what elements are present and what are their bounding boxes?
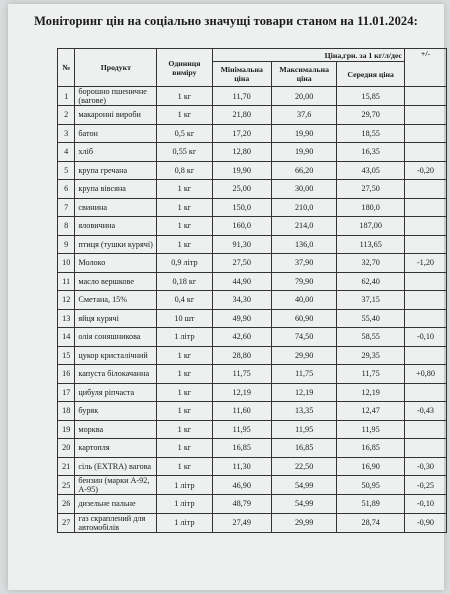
header-unit: Одиниця виміру [157, 49, 212, 87]
product-name: цибуля ріпчаста [75, 383, 157, 402]
unit-cell: 1 кг [157, 198, 212, 217]
min-price: 28,80 [212, 346, 271, 365]
max-price: 37,6 [271, 106, 337, 125]
avg-price: 32,70 [337, 254, 405, 273]
header-min: Мінімальна ціна [212, 62, 271, 87]
avg-price: 43,05 [337, 161, 405, 180]
price-change: +0,80 [404, 365, 446, 384]
avg-price: 50,95 [337, 476, 405, 495]
max-price: 136,0 [271, 235, 337, 254]
avg-price: 15,85 [337, 87, 405, 106]
row-number: 21 [58, 457, 75, 476]
unit-cell: 1 кг [157, 402, 212, 421]
unit-cell: 0,8 кг [157, 161, 212, 180]
price-change: -0,10 [404, 495, 446, 514]
table-row [58, 143, 447, 162]
row-number: 10 [58, 254, 75, 273]
price-change [404, 124, 446, 143]
product-name: Сметана, 15% [75, 291, 157, 310]
table-row [58, 161, 447, 180]
table-row [58, 346, 447, 365]
max-price: 16,85 [271, 439, 337, 458]
min-price: 49,90 [212, 309, 271, 328]
price-change: -1,20 [404, 254, 446, 273]
unit-cell: 1 літр [157, 495, 212, 514]
price-change [404, 383, 446, 402]
product-name: картопля [75, 439, 157, 458]
price-change [404, 143, 446, 162]
max-price: 54,99 [271, 495, 337, 514]
avg-price: 180,0 [337, 198, 405, 217]
product-name: Молоко [75, 254, 157, 273]
header-num: № [58, 49, 75, 87]
product-name: капуста білокачанна [75, 365, 157, 384]
avg-price: 29,70 [337, 106, 405, 125]
table-row [58, 402, 447, 421]
table-row [58, 439, 447, 458]
table-row [58, 180, 447, 199]
table-row [58, 476, 447, 495]
product-name: масло вершкове [75, 272, 157, 291]
min-price: 12,80 [212, 143, 271, 162]
unit-cell: 1 літр [157, 513, 212, 532]
unit-cell: 0,18 кг [157, 272, 212, 291]
max-price: 37,90 [271, 254, 337, 273]
unit-cell: 1 кг [157, 420, 212, 439]
max-price: 29,99 [271, 513, 337, 532]
min-price: 34,30 [212, 291, 271, 310]
avg-price: 16,85 [337, 439, 405, 458]
avg-price: 11,75 [337, 365, 405, 384]
table-row [58, 254, 447, 273]
row-number: 6 [58, 180, 75, 199]
avg-price: 12,19 [337, 383, 405, 402]
row-number: 3 [58, 124, 75, 143]
table-row [58, 124, 447, 143]
price-change [404, 198, 446, 217]
table-row [58, 513, 447, 532]
min-price: 11,60 [212, 402, 271, 421]
product-name: сіль (EXTRA) вагова [75, 457, 157, 476]
price-change [404, 87, 446, 106]
max-price: 79,90 [271, 272, 337, 291]
price-change [404, 309, 446, 328]
max-price: 54,99 [271, 476, 337, 495]
avg-price: 55,40 [337, 309, 405, 328]
product-name: крупа гречана [75, 161, 157, 180]
document-page [8, 4, 444, 590]
row-number: 15 [58, 346, 75, 365]
unit-cell: 1 кг [157, 180, 212, 199]
avg-price: 28,74 [337, 513, 405, 532]
unit-cell: 1 кг [157, 235, 212, 254]
row-number: 20 [58, 439, 75, 458]
table-row [58, 328, 447, 347]
page-title: Моніторинг цін на соціально значущі товари станом на 11.01.2024: [34, 14, 418, 28]
min-price: 11,70 [212, 87, 271, 106]
price-change [404, 106, 446, 125]
min-price: 17,20 [212, 124, 271, 143]
header-max: Максимальна ціна [271, 62, 337, 87]
product-name: хліб [75, 143, 157, 162]
row-number: 8 [58, 217, 75, 236]
min-price: 11,95 [212, 420, 271, 439]
table-row [58, 272, 447, 291]
price-change [404, 291, 446, 310]
product-name: яловичина [75, 217, 157, 236]
product-name: яйця курячі [75, 309, 157, 328]
product-name: цукор кристалічний [75, 346, 157, 365]
avg-price: 51,89 [337, 495, 405, 514]
table-row [58, 217, 447, 236]
header-change: +/- [404, 49, 446, 87]
min-price: 11,75 [212, 365, 271, 384]
product-name: бензин (марки А-92, А-95) [75, 476, 157, 495]
row-number: 26 [58, 495, 75, 514]
product-name: буряк [75, 402, 157, 421]
table-row [58, 383, 447, 402]
max-price: 20,00 [271, 87, 337, 106]
max-price: 74,50 [271, 328, 337, 347]
min-price: 25,00 [212, 180, 271, 199]
table-row [58, 495, 447, 514]
max-price: 60,90 [271, 309, 337, 328]
max-price: 19,90 [271, 124, 337, 143]
unit-cell: 1 літр [157, 476, 212, 495]
product-name: макаронні вироби [75, 106, 157, 125]
min-price: 19,90 [212, 161, 271, 180]
avg-price: 37,15 [337, 291, 405, 310]
table-row [58, 235, 447, 254]
price-change: -0,10 [404, 328, 446, 347]
max-price: 66,20 [271, 161, 337, 180]
max-price: 40,00 [271, 291, 337, 310]
unit-cell: 1 кг [157, 365, 212, 384]
unit-cell: 0,55 кг [157, 143, 212, 162]
price-change [404, 180, 446, 199]
min-price: 48,79 [212, 495, 271, 514]
price-change: -0,20 [404, 161, 446, 180]
product-name: борошно пшеничне (вагове) [75, 87, 157, 106]
row-number: 16 [58, 365, 75, 384]
unit-cell: 1 кг [157, 217, 212, 236]
header-price-group: Ціна,грн. за 1 кг/л/дес [212, 49, 404, 62]
unit-cell: 1 кг [157, 439, 212, 458]
table-row [58, 291, 447, 310]
avg-price: 18,55 [337, 124, 405, 143]
table-row [58, 106, 447, 125]
product-name: морква [75, 420, 157, 439]
price-change [404, 272, 446, 291]
table-row [58, 420, 447, 439]
avg-price: 11,95 [337, 420, 405, 439]
product-name: батон [75, 124, 157, 143]
product-name: дизельне пальне [75, 495, 157, 514]
unit-cell: 0,4 кг [157, 291, 212, 310]
table-row [58, 457, 447, 476]
unit-cell: 1 літр [157, 328, 212, 347]
row-number: 27 [58, 513, 75, 532]
unit-cell: 1 кг [157, 106, 212, 125]
table-row [58, 198, 447, 217]
product-name: крупа вівсяна [75, 180, 157, 199]
max-price: 11,95 [271, 420, 337, 439]
unit-cell: 1 кг [157, 457, 212, 476]
row-number: 11 [58, 272, 75, 291]
max-price: 19,90 [271, 143, 337, 162]
table-row [58, 365, 447, 384]
row-number: 2 [58, 106, 75, 125]
row-number: 9 [58, 235, 75, 254]
unit-cell: 1 кг [157, 346, 212, 365]
min-price: 44,90 [212, 272, 271, 291]
avg-price: 187,00 [337, 217, 405, 236]
max-price: 11,75 [271, 365, 337, 384]
max-price: 12,19 [271, 383, 337, 402]
header-avg: Середня ціна [337, 62, 405, 87]
avg-price: 113,65 [337, 235, 405, 254]
row-number: 7 [58, 198, 75, 217]
row-number: 18 [58, 402, 75, 421]
min-price: 150,0 [212, 198, 271, 217]
header-product: Продукт [75, 49, 157, 87]
avg-price: 29,35 [337, 346, 405, 365]
row-number: 1 [58, 87, 75, 106]
min-price: 42,60 [212, 328, 271, 347]
price-change: -0,25 [404, 476, 446, 495]
row-number: 5 [58, 161, 75, 180]
min-price: 27,50 [212, 254, 271, 273]
min-price: 12,19 [212, 383, 271, 402]
row-number: 13 [58, 309, 75, 328]
product-name: птиця (тушки курячі) [75, 235, 157, 254]
price-change: -0,43 [404, 402, 446, 421]
max-price: 13,35 [271, 402, 337, 421]
avg-price: 27,50 [337, 180, 405, 199]
row-number: 14 [58, 328, 75, 347]
row-number: 19 [58, 420, 75, 439]
avg-price: 16,90 [337, 457, 405, 476]
max-price: 214,0 [271, 217, 337, 236]
table-row [58, 87, 447, 106]
max-price: 30,00 [271, 180, 337, 199]
max-price: 22,50 [271, 457, 337, 476]
row-number: 25 [58, 476, 75, 495]
table-row [58, 309, 447, 328]
avg-price: 62,40 [337, 272, 405, 291]
unit-cell: 1 кг [157, 383, 212, 402]
max-price: 210,0 [271, 198, 337, 217]
unit-cell: 0,5 кг [157, 124, 212, 143]
price-table [57, 48, 447, 533]
price-change [404, 217, 446, 236]
price-change: -0,30 [404, 457, 446, 476]
max-price: 29,90 [271, 346, 337, 365]
min-price: 21,80 [212, 106, 271, 125]
unit-cell: 0,9 літр [157, 254, 212, 273]
unit-cell: 1 кг [157, 87, 212, 106]
avg-price: 58,55 [337, 328, 405, 347]
min-price: 16,85 [212, 439, 271, 458]
min-price: 11,30 [212, 457, 271, 476]
product-name: свинина [75, 198, 157, 217]
price-change [404, 235, 446, 254]
row-number: 17 [58, 383, 75, 402]
min-price: 160,0 [212, 217, 271, 236]
row-number: 4 [58, 143, 75, 162]
product-name: олія соняшникова [75, 328, 157, 347]
row-number: 12 [58, 291, 75, 310]
price-change [404, 346, 446, 365]
min-price: 91,30 [212, 235, 271, 254]
unit-cell: 10 шт [157, 309, 212, 328]
avg-price: 16,35 [337, 143, 405, 162]
avg-price: 12,47 [337, 402, 405, 421]
price-change: -0,90 [404, 513, 446, 532]
price-change [404, 420, 446, 439]
product-name: газ скраплений для автомобілів [75, 513, 157, 532]
min-price: 27,49 [212, 513, 271, 532]
price-change [404, 439, 446, 458]
min-price: 46,90 [212, 476, 271, 495]
